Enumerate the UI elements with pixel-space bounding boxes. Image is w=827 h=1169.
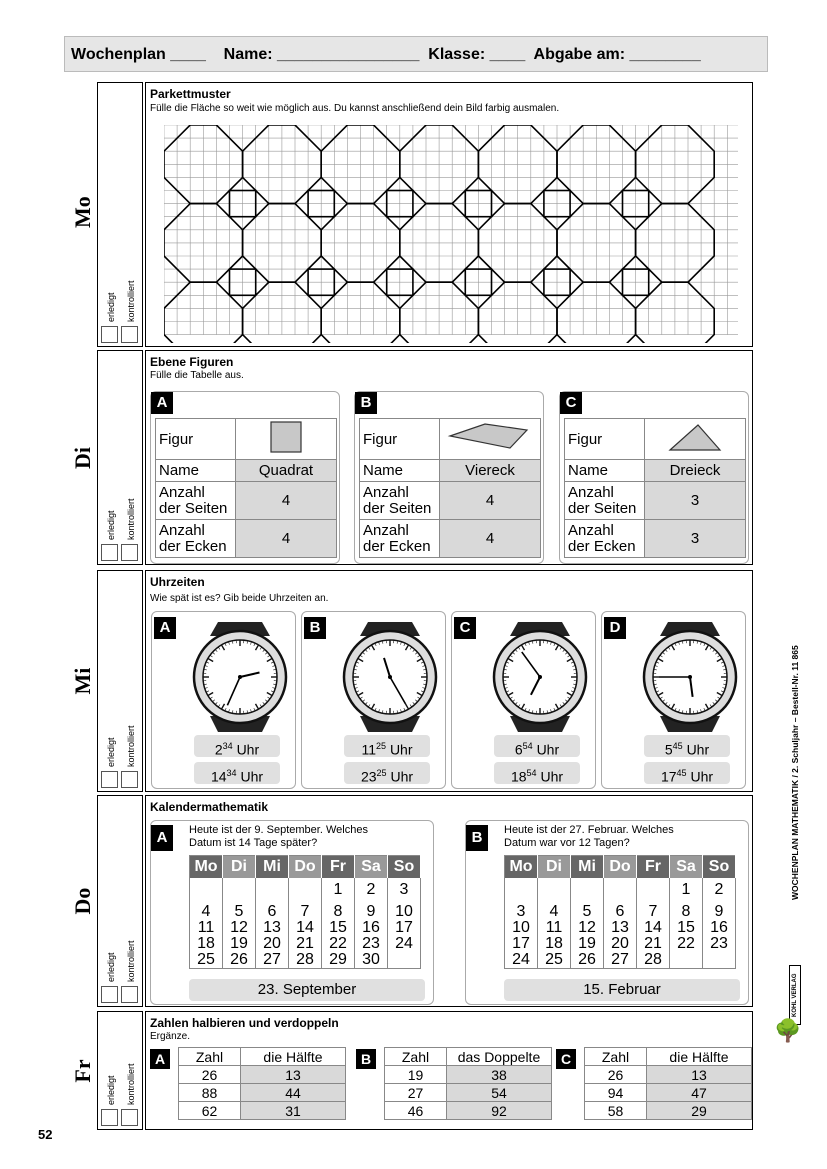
hour: 11 [361, 741, 377, 758]
unit: Uhr [690, 768, 714, 785]
calendar-day[interactable] [604, 878, 637, 898]
result-cell[interactable]: 92 [447, 1102, 552, 1120]
calendar-day[interactable]: 8 [670, 898, 703, 920]
figure-card [150, 391, 340, 564]
done-checkbox[interactable] [101, 771, 118, 788]
number-cell: 27 [385, 1084, 447, 1102]
time-morning[interactable] [344, 735, 430, 757]
time-afternoon[interactable] [194, 762, 280, 784]
clock-card [151, 611, 296, 789]
weekday-header: Sa [355, 856, 388, 878]
calendar-day[interactable] [571, 878, 604, 898]
number-cell: 58 [585, 1102, 647, 1120]
result-cell[interactable]: 13 [241, 1066, 346, 1084]
card-label: B [466, 825, 488, 851]
calendar-day[interactable]: 26 [571, 952, 604, 969]
number-table [584, 1047, 752, 1120]
figure-shape [645, 419, 746, 460]
calendar-day[interactable]: 20 [604, 936, 637, 952]
seiten-label: Anzahl der Seiten [156, 482, 236, 520]
name-label: Name [360, 460, 440, 482]
name-label: Name [565, 460, 645, 482]
figure-shape [440, 419, 541, 460]
day-label-do: Do [70, 887, 95, 915]
table-label: A [150, 1049, 170, 1069]
calendar-day[interactable] [505, 878, 538, 898]
calendar-day[interactable] [190, 878, 223, 898]
sides-count[interactable]: 3 [645, 482, 746, 520]
card-label: D [604, 617, 626, 639]
question-line-1: Heute ist der 27. Februar. Welches [504, 824, 674, 836]
ecken-label: Anzahl der Ecken [156, 520, 236, 558]
calendar-day[interactable]: 17 [388, 920, 421, 936]
minute: 34 [222, 741, 233, 751]
card-label: A [154, 617, 176, 639]
calendar-day[interactable]: 28 [637, 952, 670, 969]
done-checkbox[interactable] [101, 544, 118, 561]
calendar-day[interactable]: 5 [223, 898, 256, 920]
number-cell: 62 [179, 1102, 241, 1120]
result-cell[interactable]: 54 [447, 1084, 552, 1102]
hour: 5 [664, 741, 673, 758]
calendar-card [150, 820, 434, 1005]
calendar-day[interactable]: 24 [505, 952, 538, 969]
card-label: B [355, 392, 377, 414]
calendar-answer[interactable]: 23. September [189, 979, 425, 1001]
unit: Uhr [240, 768, 264, 785]
panel-title: Ebene Figuren [150, 355, 234, 369]
calendar-day[interactable]: 11 [538, 920, 571, 936]
panel-parkettmuster [145, 82, 753, 347]
minute: 45 [672, 741, 683, 751]
calendar-day[interactable]: 19 [571, 936, 604, 952]
unit: Uhr [390, 768, 414, 785]
panel-instruction: Fülle die Fläche so weit wie möglich aus. Du kannst anschließend dein Bild farbig ausmalen. [150, 103, 560, 114]
question-line-1: Heute ist der 9. September. Welches [189, 824, 368, 836]
figure-shape [236, 419, 337, 460]
figure-table [155, 418, 337, 558]
panel-uhrzeiten [145, 570, 753, 792]
day-strip-do [97, 795, 143, 1007]
calendar-day[interactable]: 18 [538, 936, 571, 952]
figure-name[interactable]: Dreieck [645, 460, 746, 482]
calendar-day[interactable]: 22 [322, 936, 355, 952]
minute: 25 [376, 741, 387, 751]
figur-label: Figur [565, 419, 645, 460]
calendar-day[interactable]: 13 [604, 920, 637, 936]
done-label: erledigt [106, 1075, 116, 1105]
seiten-label: Anzahl der Seiten [360, 482, 440, 520]
calendar-day[interactable]: 13 [256, 920, 289, 936]
figur-label: Figur [360, 419, 440, 460]
calendar-day[interactable]: 19 [223, 936, 256, 952]
number-cell: 46 [385, 1102, 447, 1120]
number-cell: 94 [585, 1084, 647, 1102]
question-line-2: Datum ist 14 Tage später? [189, 837, 318, 849]
calendar-day[interactable]: 3 [388, 878, 421, 898]
calendar-answer[interactable]: 15. Februar [504, 979, 740, 1001]
checked-label: kontrolliert [126, 1063, 136, 1105]
weekday-header: Fr [322, 856, 355, 878]
time-afternoon[interactable] [494, 762, 580, 784]
calendar-day[interactable]: 29 [322, 952, 355, 969]
calendar-table [189, 855, 421, 969]
hour: 2 [214, 741, 223, 758]
calendar-day[interactable]: 9 [355, 898, 388, 920]
weekday-header: Mi [256, 856, 289, 878]
col-header-number: Zahl [179, 1048, 241, 1066]
number-cell: 88 [179, 1084, 241, 1102]
table-label: C [556, 1049, 576, 1069]
calendar-day[interactable]: 11 [190, 920, 223, 936]
unit: Uhr [536, 741, 560, 758]
calendar-day[interactable]: 12 [223, 920, 256, 936]
calendar-day[interactable]: 12 [571, 920, 604, 936]
calendar-day[interactable]: 21 [289, 936, 322, 952]
calendar-day[interactable]: 17 [505, 936, 538, 952]
checked-checkbox[interactable] [121, 771, 138, 788]
minute: 34 [226, 768, 237, 778]
seiten-label: Anzahl der Seiten [565, 482, 645, 520]
weekday-header: Sa [670, 856, 703, 878]
day-label-fr: Fr [70, 1059, 95, 1083]
figure-card [559, 391, 749, 564]
calendar-day[interactable]: 28 [289, 952, 322, 969]
calendar-day[interactable]: 23 [355, 936, 388, 952]
checked-label: kontrolliert [126, 498, 136, 540]
done-checkbox[interactable] [101, 326, 118, 343]
calendar-day[interactable]: 21 [637, 936, 670, 952]
done-label: erledigt [106, 292, 116, 322]
checked-label: kontrolliert [126, 940, 136, 982]
figure-card [354, 391, 544, 564]
done-label: erledigt [106, 737, 116, 767]
time-morning[interactable] [494, 735, 580, 757]
hour: 14 [210, 768, 227, 785]
card-label: A [151, 825, 173, 851]
card-label: C [560, 392, 582, 414]
calendar-day[interactable]: 16 [355, 920, 388, 936]
card-label: C [454, 617, 476, 639]
weekday-header: So [388, 856, 421, 878]
checked-label: kontrolliert [126, 725, 136, 767]
unit: Uhr [236, 741, 260, 758]
calendar-day[interactable]: 10 [505, 920, 538, 936]
day-strip-di [97, 350, 143, 565]
number-table [178, 1047, 346, 1120]
calendar-day[interactable]: 20 [256, 936, 289, 952]
result-cell[interactable]: 47 [647, 1084, 752, 1102]
figure-table [564, 418, 746, 558]
checked-checkbox[interactable] [121, 544, 138, 561]
result-cell[interactable]: 38 [447, 1066, 552, 1084]
calendar-day[interactable] [388, 952, 421, 969]
weekday-header: Do [289, 856, 322, 878]
figur-label: Figur [156, 419, 236, 460]
unit: Uhr [540, 768, 564, 785]
corners-count[interactable]: 3 [645, 520, 746, 558]
calendar-day[interactable]: 6 [256, 898, 289, 920]
result-cell[interactable]: 44 [241, 1084, 346, 1102]
name-label: Name [156, 460, 236, 482]
calendar-day[interactable]: 14 [637, 920, 670, 936]
checked-checkbox[interactable] [121, 326, 138, 343]
calendar-card [465, 820, 749, 1005]
calendar-day[interactable]: 10 [388, 898, 421, 920]
panel-title: Kalendermathematik [150, 800, 269, 814]
panel-title: Uhrzeiten [150, 575, 205, 589]
question-line-2: Datum war vor 12 Tagen? [504, 837, 630, 849]
number-cell: 26 [179, 1066, 241, 1084]
calendar-day[interactable]: 18 [190, 936, 223, 952]
done-checkbox[interactable] [101, 1109, 118, 1126]
calendar-day[interactable]: 2 [703, 878, 736, 898]
calendar-day[interactable]: 4 [538, 898, 571, 920]
panel-halbieren-verdoppeln [145, 1011, 753, 1130]
calendar-day[interactable]: 6 [604, 898, 637, 920]
weekday-header: Di [223, 856, 256, 878]
done-label: erledigt [106, 952, 116, 982]
calendar-day[interactable]: 14 [289, 920, 322, 936]
panel-title: Parkettmuster [150, 87, 231, 101]
weekday-header: Mi [571, 856, 604, 878]
calendar-day[interactable]: 8 [322, 898, 355, 920]
clock-card [301, 611, 446, 789]
panel-instruction: Wie spät ist es? Gib beide Uhrzeiten an. [150, 593, 329, 604]
col-header-number: Zahl [585, 1048, 647, 1066]
hour: 23 [360, 768, 377, 785]
calendar-day[interactable]: 26 [223, 952, 256, 969]
octagon-pattern-grid[interactable] [164, 125, 738, 343]
card-label: B [304, 617, 326, 639]
panel-kalendermathematik [145, 795, 753, 1007]
done-label: erledigt [106, 510, 116, 540]
figure-name[interactable]: Viereck [440, 460, 541, 482]
calendar-day[interactable]: 25 [538, 952, 571, 969]
number-cell: 19 [385, 1066, 447, 1084]
calendar-day[interactable]: 24 [388, 936, 421, 952]
calendar-table [504, 855, 736, 969]
calendar-day[interactable]: 15 [670, 920, 703, 936]
calendar-day[interactable]: 27 [604, 952, 637, 969]
result-cell[interactable]: 29 [647, 1102, 752, 1120]
minute: 54 [522, 741, 533, 751]
minute: 25 [376, 768, 387, 778]
weekday-header: Fr [637, 856, 670, 878]
result-cell[interactable]: 13 [647, 1066, 752, 1084]
calendar-day[interactable]: 15 [322, 920, 355, 936]
result-cell[interactable]: 31 [241, 1102, 346, 1120]
ecken-label: Anzahl der Ecken [360, 520, 440, 558]
calendar-day[interactable]: 2 [355, 878, 388, 898]
calendar-day[interactable]: 7 [289, 898, 322, 920]
table-label: B [356, 1049, 376, 1069]
page-header: Wochenplan ____ Name: ________________ Klasse: ____ Abgabe am: ________ [64, 36, 768, 72]
weekday-header: Di [538, 856, 571, 878]
wristwatch-icon [340, 618, 440, 736]
day-strip-mo [97, 82, 143, 347]
col-header-result: die Hälfte [647, 1048, 752, 1066]
tree-logo-icon: 🌳 [774, 1018, 802, 1043]
calendar-day[interactable] [703, 952, 736, 969]
col-header-number: Zahl [385, 1048, 447, 1066]
day-label-mi: Mi [70, 667, 95, 695]
panel-instruction: Fülle die Tabelle aus. [150, 370, 244, 381]
number-table [384, 1047, 552, 1120]
time-afternoon[interactable] [344, 762, 430, 784]
calendar-day[interactable] [223, 878, 256, 898]
weekday-header: Mo [190, 856, 223, 878]
wristwatch-icon [640, 618, 740, 736]
calendar-day[interactable]: 16 [703, 920, 736, 936]
calendar-day[interactable]: 30 [355, 952, 388, 969]
calendar-day[interactable]: 4 [190, 898, 223, 920]
corners-count[interactable]: 4 [440, 520, 541, 558]
calendar-day[interactable]: 25 [190, 952, 223, 969]
checked-label: kontrolliert [126, 280, 136, 322]
hour: 18 [510, 768, 527, 785]
calendar-day[interactable]: 3 [505, 898, 538, 920]
clock-card [451, 611, 596, 789]
calendar-day[interactable]: 27 [256, 952, 289, 969]
weekday-header: Do [604, 856, 637, 878]
calendar-day[interactable]: 9 [703, 898, 736, 920]
hour: 6 [514, 741, 523, 758]
checked-checkbox[interactable] [121, 1109, 138, 1126]
time-morning[interactable] [194, 735, 280, 757]
side-imprint: WOCHENPLAN MATHEMATIK / 2. Schuljahr – Bestell-Nr. 11 865 [790, 645, 800, 900]
calendar-day[interactable] [637, 878, 670, 898]
time-afternoon[interactable] [644, 762, 730, 784]
calendar-day[interactable]: 23 [703, 936, 736, 952]
corners-count[interactable]: 4 [236, 520, 337, 558]
wristwatch-icon [190, 618, 290, 736]
sides-count[interactable]: 4 [440, 482, 541, 520]
sides-count[interactable]: 4 [236, 482, 337, 520]
col-header-result: das Doppelte [447, 1048, 552, 1066]
figure-table [359, 418, 541, 558]
page-number: 52 [38, 1127, 53, 1142]
calendar-day[interactable]: 1 [322, 878, 355, 898]
card-label: A [151, 392, 173, 414]
weekday-header: So [703, 856, 736, 878]
checked-checkbox[interactable] [121, 986, 138, 1003]
calendar-day[interactable] [289, 878, 322, 898]
calendar-day[interactable]: 5 [571, 898, 604, 920]
clock-card [601, 611, 746, 789]
publisher-logo: KOHL VERLAG [789, 965, 801, 1025]
minute: 45 [676, 768, 687, 778]
col-header-result: die Hälfte [241, 1048, 346, 1066]
time-morning[interactable] [644, 735, 730, 757]
minute: 54 [526, 768, 537, 778]
ecken-label: Anzahl der Ecken [565, 520, 645, 558]
weekday-header: Mo [505, 856, 538, 878]
hour: 17 [660, 768, 677, 785]
day-label-mo: Mo [70, 196, 95, 228]
calendar-day[interactable] [670, 952, 703, 969]
done-checkbox[interactable] [101, 986, 118, 1003]
calendar-day[interactable]: 7 [637, 898, 670, 920]
day-strip-mi [97, 570, 143, 792]
figure-name[interactable]: Quadrat [236, 460, 337, 482]
calendar-day[interactable]: 1 [670, 878, 703, 898]
number-cell: 26 [585, 1066, 647, 1084]
calendar-day[interactable] [538, 878, 571, 898]
calendar-day[interactable] [256, 878, 289, 898]
wristwatch-icon [490, 618, 590, 736]
panel-instruction: Ergänze. [150, 1031, 191, 1042]
panel-title: Zahlen halbieren und verdoppeln [150, 1016, 339, 1030]
calendar-day[interactable]: 22 [670, 936, 703, 952]
day-label-di: Di [70, 447, 95, 469]
unit: Uhr [389, 741, 413, 758]
unit: Uhr [686, 741, 710, 758]
panel-ebene-figuren [145, 350, 753, 565]
